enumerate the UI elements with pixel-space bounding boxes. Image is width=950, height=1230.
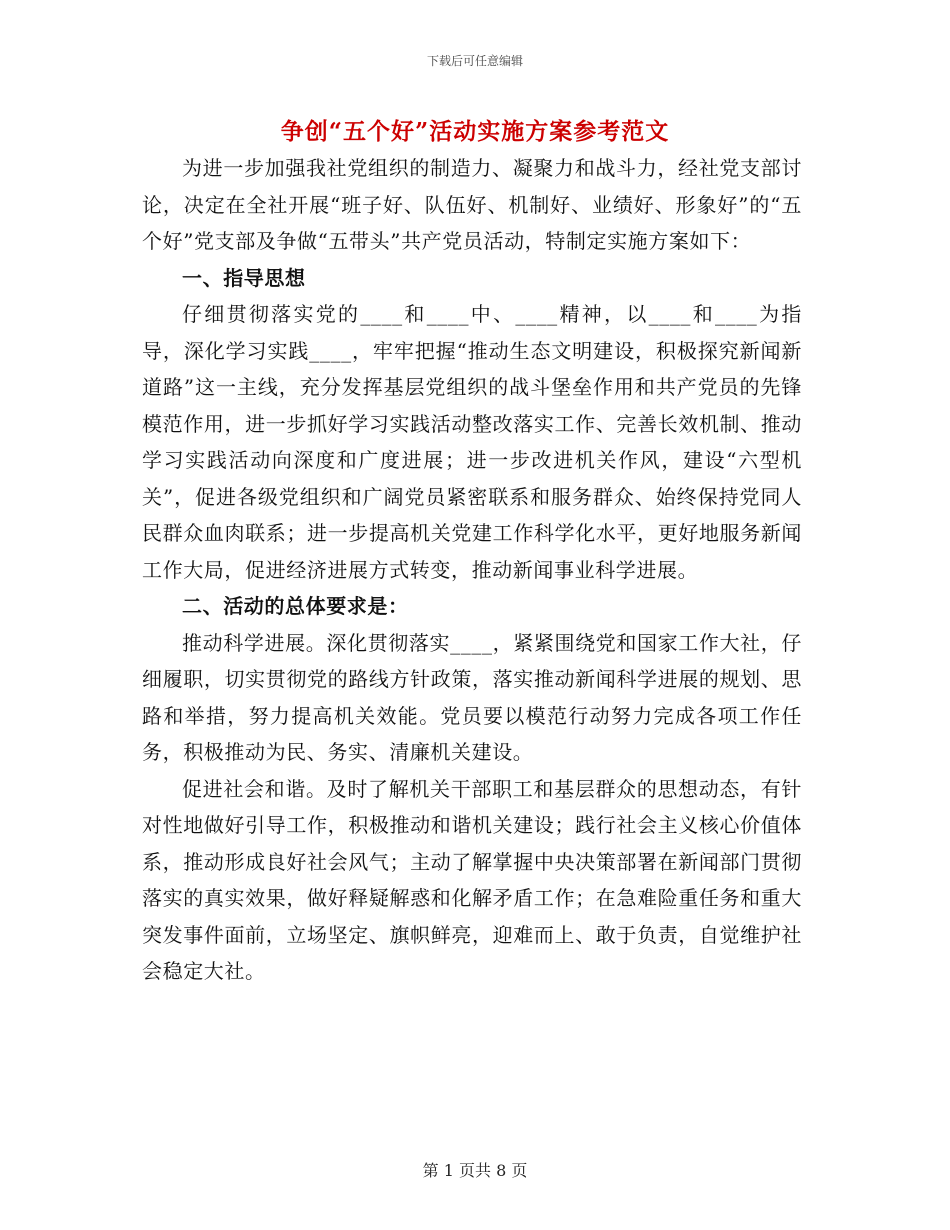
page-header-note: 下载后可任意编辑 <box>426 54 523 68</box>
document-body <box>142 150 802 990</box>
intro-paragraph: 为进一步加强我社党组织的制造力、凝聚力和战斗力，经社党支部讨论，决定在全社开展“班子好、队伍好、机制好、业绩好、形象好”的“五个好”党支部及争做“五带头”共产党员活动，特制定实施方案如下： <box>142 156 802 253</box>
section-2-paragraph-science: 推动科学进展。深化贯彻落实____，紧紧围绕党和国家工作大社，仔细履职，切实贯彻党的路线方针政策，落实推动新闻科学进展的规划、思路和举措，努力提高机关效能。党员要以模范行动努力完成各项工作任务，积极推动为民、务实、清廉机关建设。 <box>142 630 802 764</box>
section-2-paragraph-harmony: 促进社会和谐。及时了解机关干部职工和基层群众的思想动态，有针对性地做好引导工作，积极推动和谐机关建设；践行社会主义核心价值体系，推动形成良好社会风气；主动了解掌握中央决策部署在新闻部门贯彻落实的真实效果，做好释疑解惑和化解矛盾工作；在急难险重任务和重大突发事件面前，立场坚定、旗帜鲜亮，迎难而上、敢于负责，自觉维护社会稳定大社。 <box>142 776 802 983</box>
page-number: 第 1 页共 8 页 <box>422 1161 528 1180</box>
section-heading-overall-requirements: 二、活动的总体要求是： <box>182 594 409 618</box>
section-1-paragraph: 仔细贯彻落实党的____和____中、____精神，以____和____为指导，深化学习实践____，牢牢把握“推动生态文明建设，积极探究新闻新道路”这一主线，充分发挥基层党组织的战斗堡垒作用和共产党员的先锋模范作用，进一步抓好学习实践活动整改落实工作、完善长效机制、推动学习实践活动向深度和广度进展；进一步改进机关作风，建设“六型机关”，促进各级党组织和广阔党员紧密联系和服务群众、始终保持党同人民群众血肉联系；进一步提高机关党建工作科学化水平，更好地服务新闻工作大局，促进经济进展方式转变，推动新闻事业科学进展。 <box>142 302 802 582</box>
document-title: 争创“五个好”活动实施方案参考范文 <box>280 118 670 145</box>
section-heading-guiding-ideology: 一、指导思想 <box>182 265 306 290</box>
